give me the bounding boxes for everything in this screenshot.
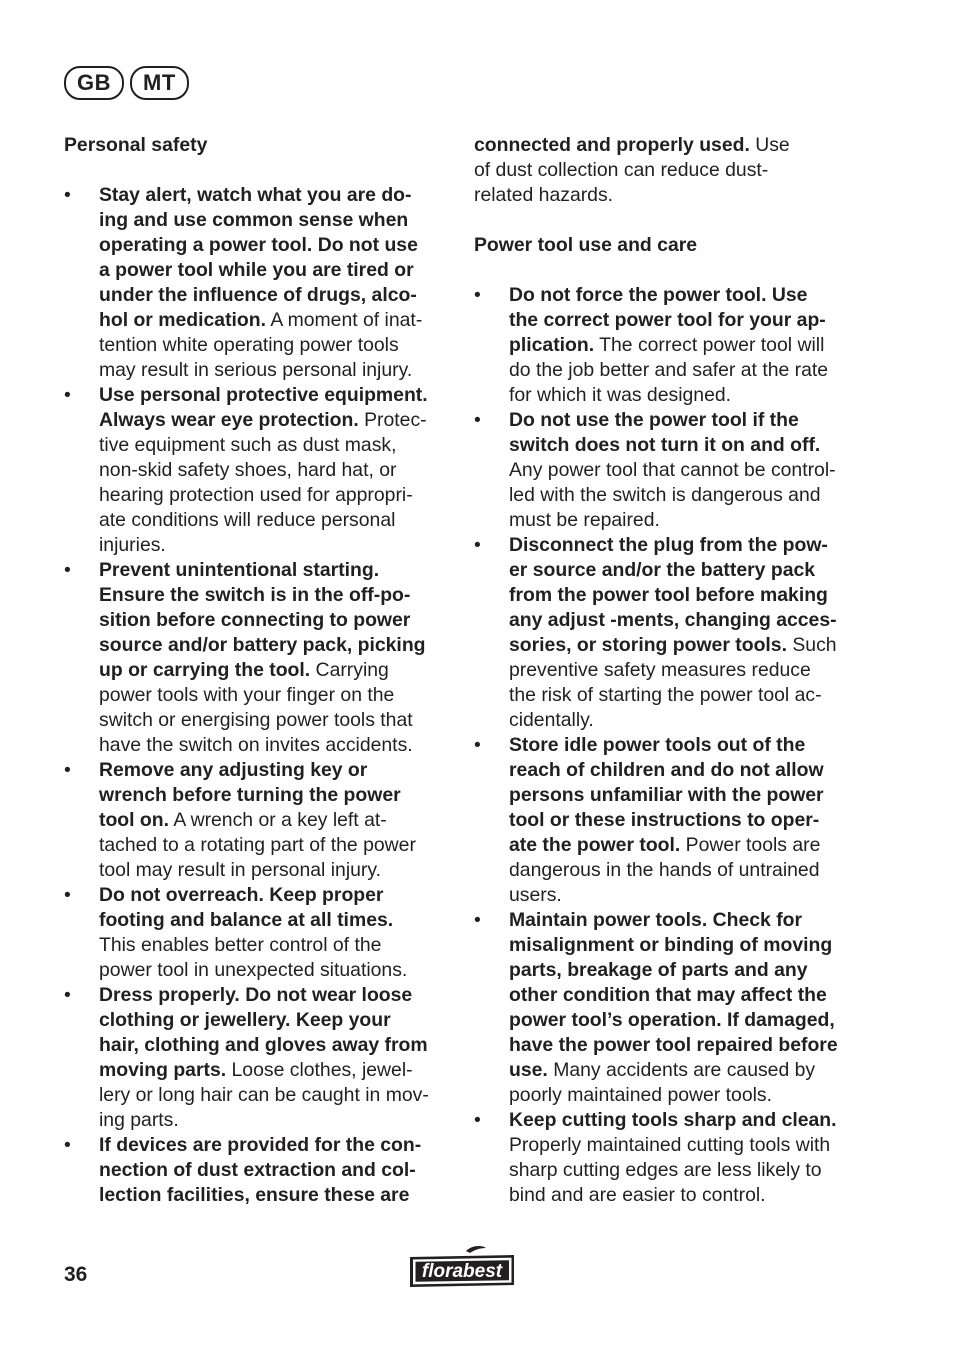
text-line: injuries. bbox=[99, 534, 166, 556]
section-heading-personal-safety: Personal safety bbox=[64, 134, 208, 156]
bold-line: Do not use the power tool if the bbox=[509, 409, 799, 431]
bullet-icon: • bbox=[64, 384, 71, 406]
page-number: 36 bbox=[64, 1263, 88, 1286]
normal-text: Use bbox=[749, 134, 790, 156]
text-line: the risk of starting the power tool ac- bbox=[509, 684, 822, 706]
bold-line: Use personal protective equipment. bbox=[99, 384, 428, 406]
bold-line: persons unfamiliar with the power bbox=[509, 784, 824, 806]
text-line: hearing protection used for appropri- bbox=[99, 484, 413, 506]
bullet-icon: • bbox=[474, 1109, 481, 1131]
list-item bbox=[474, 908, 864, 1108]
mixed-line bbox=[99, 408, 454, 433]
bullet-icon: • bbox=[64, 559, 71, 581]
normal-text: Protec- bbox=[358, 409, 427, 431]
bullet-icon: • bbox=[64, 984, 71, 1006]
bold-line: source and/or battery pack, picking bbox=[99, 634, 426, 656]
bold-text: sories, or storing power tools. bbox=[509, 634, 787, 656]
bold-line: Dress properly. Do not wear loose bbox=[99, 984, 413, 1006]
bullet-icon: • bbox=[474, 284, 481, 306]
text-line: have the switch on invites accidents. bbox=[99, 734, 413, 756]
bold-line: hair, clothing and gloves away from bbox=[99, 1034, 428, 1056]
text-line: Properly maintained cutting tools with bbox=[509, 1134, 831, 1156]
bold-line: operating a power tool. Do not use bbox=[99, 234, 418, 256]
text-line: cidentally. bbox=[509, 709, 594, 731]
bold-line: Ensure the switch is in the off-po- bbox=[99, 584, 411, 606]
bullet-icon: • bbox=[474, 909, 481, 931]
text-line: of dust collection can reduce dust- bbox=[474, 159, 769, 181]
left-column bbox=[64, 133, 454, 1208]
bold-line: Do not force the power tool. Use bbox=[509, 284, 808, 306]
bold-line: clothing or jewellery. Keep your bbox=[99, 1009, 391, 1031]
list-item bbox=[64, 383, 454, 558]
bullet-icon: • bbox=[474, 409, 481, 431]
bullet-icon: • bbox=[64, 884, 71, 906]
bold-line: Disconnect the plug from the pow- bbox=[509, 534, 828, 556]
text-line: ing parts. bbox=[99, 1109, 179, 1131]
right-column bbox=[474, 133, 864, 1208]
text-line: tention white operating power tools bbox=[99, 334, 399, 356]
text-line: tached to a rotating part of the power bbox=[99, 834, 416, 856]
bold-text: moving parts. bbox=[99, 1059, 227, 1081]
bold-line: er source and/or the battery pack bbox=[509, 559, 816, 581]
bold-line: the correct power tool for your ap- bbox=[509, 309, 826, 331]
bullet-icon: • bbox=[64, 184, 71, 206]
bold-line: nection of dust extraction and col- bbox=[99, 1159, 416, 1181]
text-line: users. bbox=[509, 884, 562, 906]
bold-line: wrench before turning the power bbox=[99, 784, 401, 806]
list-item bbox=[64, 983, 454, 1133]
text-line: non-skid safety shoes, hard hat, or bbox=[99, 459, 397, 481]
language-badges bbox=[64, 66, 189, 100]
normal-text: A moment of inat- bbox=[266, 309, 423, 331]
list-item bbox=[474, 733, 864, 908]
mixed-line bbox=[509, 633, 864, 658]
mixed-line bbox=[99, 808, 454, 833]
bold-text: tool on. bbox=[99, 809, 169, 831]
bold-line: under the influence of drugs, alco- bbox=[99, 284, 417, 306]
safety-list bbox=[64, 183, 454, 1208]
text-line: do the job better and safer at the rate bbox=[509, 359, 829, 381]
mixed-line bbox=[99, 308, 454, 333]
bold-line: reach of children and do not allow bbox=[509, 759, 824, 781]
bold-line: Maintain power tools. Check for bbox=[509, 909, 803, 931]
text-line: lery or long hair can be caught in mov- bbox=[99, 1084, 429, 1106]
list-item bbox=[474, 533, 864, 733]
bold-line: from the power tool before making bbox=[509, 584, 828, 606]
list-item bbox=[64, 758, 454, 883]
bold-line: Store idle power tools out of the bbox=[509, 734, 806, 756]
normal-text: Such bbox=[786, 634, 837, 656]
mixed-line bbox=[509, 333, 864, 358]
bold-text: ate the power tool. bbox=[509, 834, 681, 856]
bold-line: If devices are provided for the con- bbox=[99, 1134, 422, 1156]
list-item bbox=[474, 1108, 864, 1208]
bold-line: Stay alert, watch what you are do- bbox=[99, 184, 412, 206]
continued-text bbox=[474, 133, 864, 208]
list-item bbox=[474, 408, 864, 533]
list-item bbox=[64, 558, 454, 758]
bold-line: power tool’s operation. If damaged, bbox=[509, 1009, 835, 1031]
bold-line: misalignment or binding of moving bbox=[509, 934, 833, 956]
bullet-icon: • bbox=[64, 1134, 71, 1156]
text-line: ate conditions will reduce personal bbox=[99, 509, 396, 531]
text-line: switch or energising power tools that bbox=[99, 709, 413, 731]
bold-line: Remove any adjusting key or bbox=[99, 759, 368, 781]
text-line: bind and are easier to control. bbox=[509, 1184, 766, 1206]
bold-text: plication. bbox=[509, 334, 595, 356]
list-item bbox=[474, 283, 864, 408]
bullet-icon: • bbox=[474, 734, 481, 756]
list-item bbox=[64, 883, 454, 983]
care-list bbox=[474, 283, 864, 1208]
text-line: preventive safety measures reduce bbox=[509, 659, 811, 681]
list-item bbox=[64, 1133, 454, 1208]
bold-line: have the power tool repaired before bbox=[509, 1034, 838, 1056]
bold-text: use. bbox=[509, 1059, 548, 1081]
mixed-line bbox=[99, 1058, 454, 1083]
text-line: may result in serious personal injury. bbox=[99, 359, 413, 381]
bold-line: lection facilities, ensure these are bbox=[99, 1184, 410, 1206]
bold-line: Keep cutting tools sharp and clean. bbox=[509, 1109, 837, 1131]
bold-line: switch does not turn it on and off. bbox=[509, 434, 821, 456]
normal-text: The correct power tool will bbox=[594, 334, 825, 356]
text-line: power tool in unexpected situations. bbox=[99, 959, 408, 981]
text-line: dangerous in the hands of untrained bbox=[509, 859, 820, 881]
bold-line: Prevent unintentional starting. bbox=[99, 559, 380, 581]
florabest-logo bbox=[406, 1245, 518, 1289]
section-heading-power-tool-use: Power tool use and care bbox=[474, 234, 698, 256]
text-line: tool may result in personal injury. bbox=[99, 859, 382, 881]
bold-line: Do not overreach. Keep proper bbox=[99, 884, 384, 906]
bold-text: Always wear eye protection. bbox=[99, 409, 359, 431]
logo-text: florabest bbox=[421, 1261, 503, 1282]
text-line bbox=[474, 133, 864, 158]
bold-line: any adjust -ments, changing acces- bbox=[509, 609, 837, 631]
mixed-line bbox=[509, 1058, 864, 1083]
mixed-line bbox=[99, 658, 454, 683]
bold-line: ing and use common sense when bbox=[99, 209, 409, 231]
bold-line: footing and balance at all times. bbox=[99, 909, 394, 931]
bold-text: connected and properly used. bbox=[474, 134, 750, 156]
text-line: This enables better control of the bbox=[99, 934, 382, 956]
text-line: poorly maintained power tools. bbox=[509, 1084, 772, 1106]
bullet-icon: • bbox=[474, 534, 481, 556]
normal-text: Many accidents are caused by bbox=[547, 1059, 816, 1081]
bold-text: up or carrying the tool. bbox=[99, 659, 311, 681]
bold-line: a power tool while you are tired or bbox=[99, 259, 414, 281]
text-line: power tools with your finger on the bbox=[99, 684, 395, 706]
text-line: must be repaired. bbox=[509, 509, 660, 531]
text-line: related hazards. bbox=[474, 184, 614, 206]
normal-text: A wrench or a key left at- bbox=[169, 809, 387, 831]
text-line: led with the switch is dangerous and bbox=[509, 484, 821, 506]
text-line: tive equipment such as dust mask, bbox=[99, 434, 397, 456]
text-line: for which it was designed. bbox=[509, 384, 732, 406]
bold-line: sition before connecting to power bbox=[99, 609, 411, 631]
text-line: sharp cutting edges are less likely to bbox=[509, 1159, 822, 1181]
normal-text: Power tools are bbox=[680, 834, 821, 856]
language-badge-gb: GB bbox=[64, 66, 124, 100]
bold-line: tool or these instructions to oper- bbox=[509, 809, 820, 831]
normal-text: Loose clothes, jewel- bbox=[226, 1059, 413, 1081]
bold-line: other condition that may affect the bbox=[509, 984, 827, 1006]
normal-text: Carrying bbox=[310, 659, 389, 681]
bold-line: parts, breakage of parts and any bbox=[509, 959, 808, 981]
list-item bbox=[64, 183, 454, 383]
bold-text: hol or medication. bbox=[99, 309, 266, 331]
bullet-icon: • bbox=[64, 759, 71, 781]
language-badge-mt: MT bbox=[130, 66, 189, 100]
text-line: Any power tool that cannot be control- bbox=[509, 459, 836, 481]
mixed-line bbox=[509, 833, 864, 858]
